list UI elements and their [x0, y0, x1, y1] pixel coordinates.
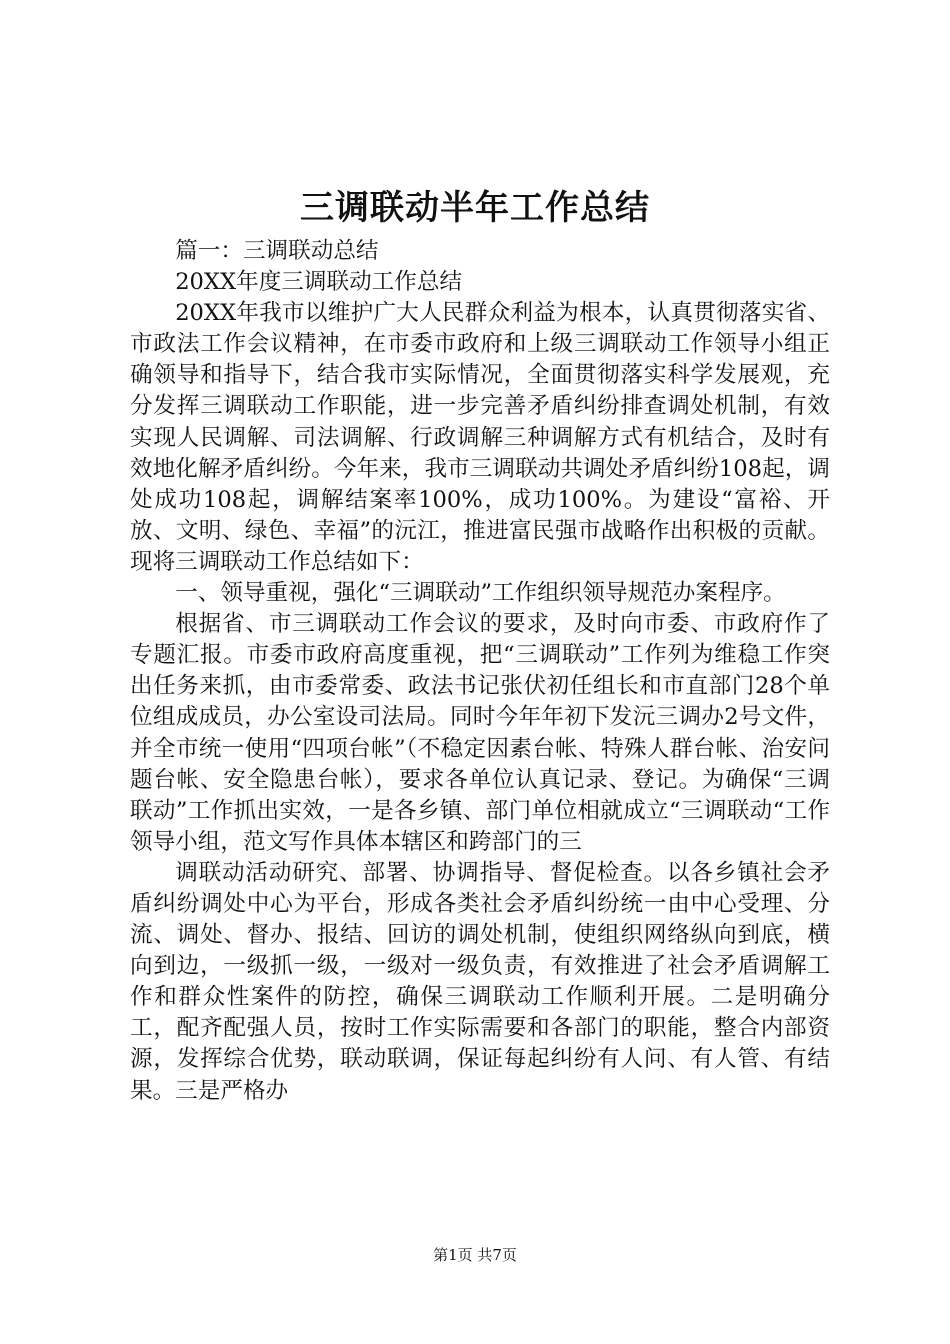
document-body — [130, 236, 830, 1107]
document-title: 三调联动半年工作总结 — [300, 188, 650, 228]
page-footer: 第1页 共7页 — [433, 1246, 517, 1264]
paragraph-heading-one: 一、领导重视，强化“三调联动”工作组织领导规范办案程序。 — [175, 580, 786, 607]
paragraph-subtitle: 20XX年度三调联动工作总结 — [175, 269, 463, 296]
paragraph-body-2: 调联动活动研究、部署、协调指导、督促检查。以各乡镇社会矛盾纠纷调处中心为平台，形成各类社会矛盾纠纷统一由中心受理、分流、调处、督办、报结、回访的调处机制，使组织网络纵向到底，横向到边，一级抓一级，一级对一级负责，有效推进了社会矛盾调解工作和群众性案件的防控，确保三调联动工作顺利开展。二是明确分工，配齐配强人员，按时工作实际需要和各部门的职能，整合内部资源，发挥综合优势，联动联调，保证每起纠纷有人问、有人管、有结果。三是严格办 — [130, 859, 830, 1104]
paragraph-section-heading: 篇一：三调联动总结 — [175, 238, 379, 264]
paragraph-body-1: 根据省、市三调联动工作会议的要求，及时向市委、市政府作了专题汇报。市委市政府高度重视，把“三调联动”工作列为维稳工作突出任务来抓，由市委常委、政法书记张伏初任组长和市直部门28个单位组成成员，办公室设司法局。同时今年年初下发沅三调办2号文件，并全市统一使用“四项台帐”（不稳定因素台帐、特殊人群台帐、治安问题台帐、安全隐患台帐），要求各单位认真记录、登记。为确保“三调联动”工作抓出实效，一是各乡镇、部门单位相就成立“三调联动“工作领导小组，范文写作具体本辖区和跨部门的三 — [130, 611, 830, 855]
paragraph-intro: 20XX年我市以维护广大人民群众利益为根本，认真贯彻落实省、市政法工作会议精神，在市委市政府和上级三调联动工作领导小组正确领导和指导下，结合我市实际情况，全面贯彻落实科学发展观，充分发挥三调联动工作职能，进一步完善矛盾纠纷排查调处机制，有效实现人民调解、司法调解、行政调解三种调解方式有机结合，及时有效地化解矛盾纠纷。今年来，我市三调联动共调处矛盾纠纷108起，调处成功108起，调解结案率100%，成功100%。为建设“富裕、开放、文明、绿色、幸福”的沅江，推进富民强市战略作出积极的贡献。现将三调联动工作总结如下： — [130, 300, 830, 575]
